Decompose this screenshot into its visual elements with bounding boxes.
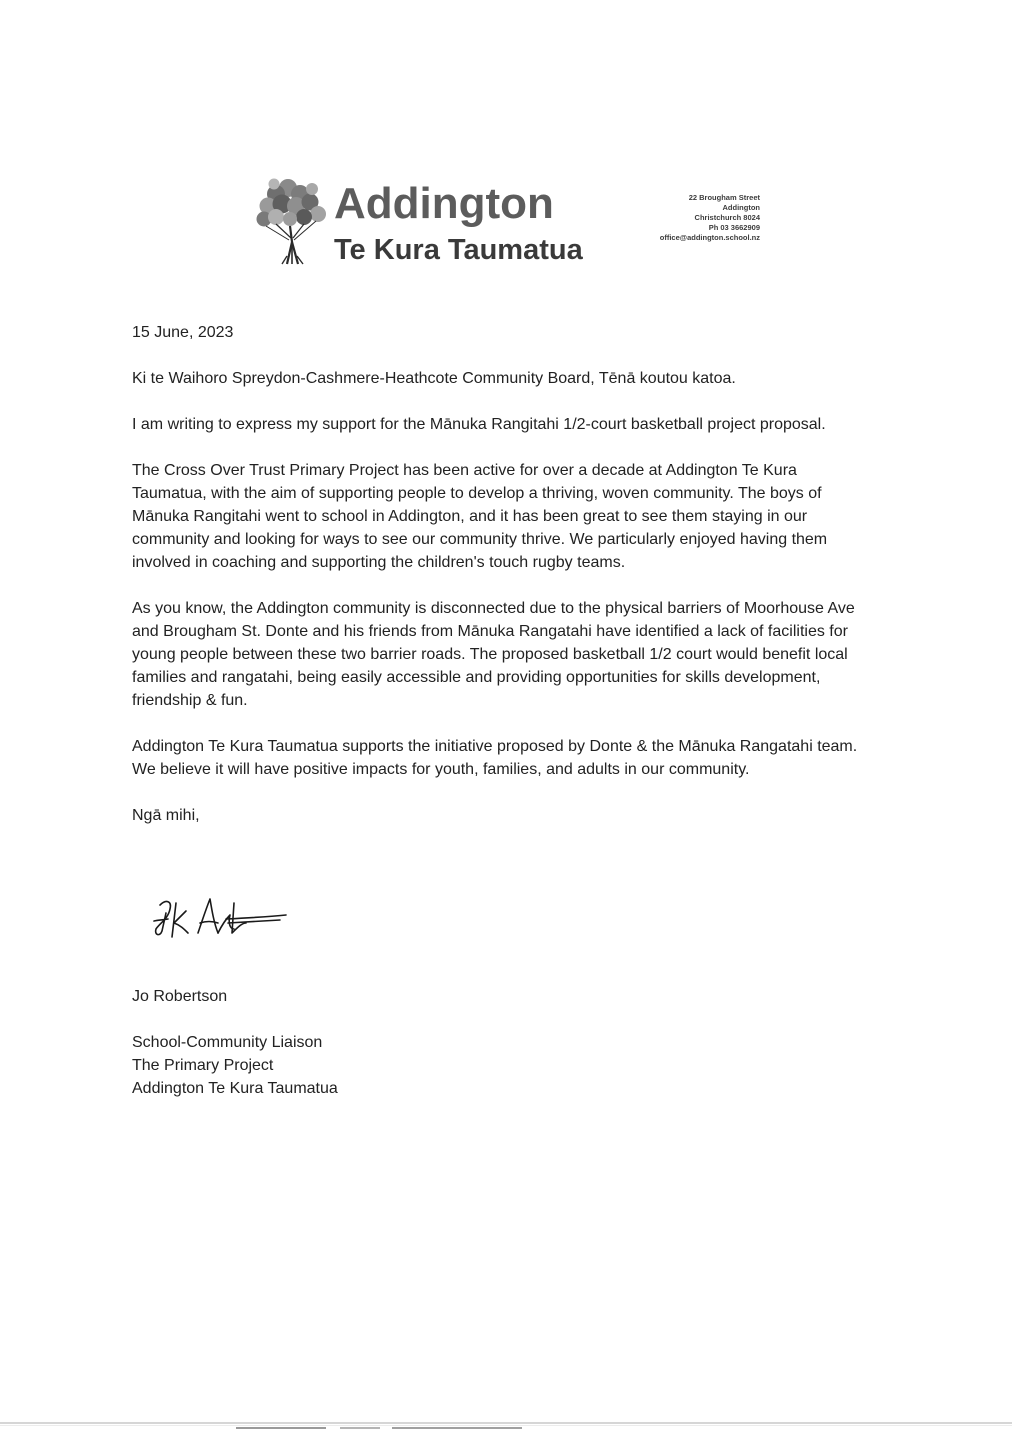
- letter-paragraph: As you know, the Addington community is disconnected due to the physical barriers of Moorhouse Ave and Brougham St. Donte and his friends from Mānuka Rangatahi have identified a lack of facilities for young people between these two barrier roads. The proposed basketball 1/2 court would benefit local families and rangatahi, being easily accessible and providing opportunities for skills development, friendship & fun.: [132, 600, 855, 709]
- contact-street: 22 Brougham Street: [688, 193, 760, 202]
- signatory-title: School-Community Liaison: [132, 1034, 323, 1051]
- school-subname: Te Kura Taumatua: [334, 234, 583, 266]
- contact-block: [600, 193, 760, 243]
- handwritten-signature: [146, 893, 296, 951]
- signatory-name: Jo Robertson: [132, 988, 228, 1005]
- balloon-tree-icon: [254, 176, 332, 266]
- letter-date: 15 June, 2023: [132, 324, 234, 341]
- school-name: Addington: [334, 179, 554, 228]
- letterhead: [254, 176, 774, 276]
- contact-suburb: Addington: [722, 203, 760, 212]
- letter-salutation: Ki te Waihoro Spreydon-Cashmere-Heathcote Community Board, Tēnā koutou katoa.: [132, 370, 736, 387]
- letter-body: [132, 321, 862, 827]
- letter-paragraph: The Cross Over Trust Primary Project has been active for over a decade at Addington Te Kura Taumatua, with the aim of supporting people to develop a thriving, woven community. The boys of Mānuka Rangitahi went to school in Addington, and it has been great to see them staying in our community and looking for ways to see our community thrive. We particularly enjoyed having them involved in coaching and supporting the children's touch rugby teams.: [132, 462, 828, 571]
- signatory-project: The Primary Project: [132, 1057, 274, 1074]
- contact-email: office@addington.school.nz: [659, 233, 760, 242]
- contact-city: Christchurch 8024: [694, 213, 760, 222]
- contact-phone: Ph 03 3662909: [708, 223, 760, 232]
- signatory-organisation: Addington Te Kura Taumatua: [132, 1080, 338, 1097]
- signoff-block: [132, 985, 632, 1100]
- letter-paragraph: I am writing to express my support for the Mānuka Rangitahi 1/2-court basketball project proposal.: [132, 416, 826, 433]
- letter-closing: Ngā mihi,: [132, 807, 200, 824]
- letter-paragraph: Addington Te Kura Taumatua supports the initiative proposed by Donte & the Mānuka Rangatahi team. We believe it will have positive impacts for youth, families, and adults in our community.: [132, 738, 858, 778]
- scan-edge-artifact: [0, 1419, 1012, 1432]
